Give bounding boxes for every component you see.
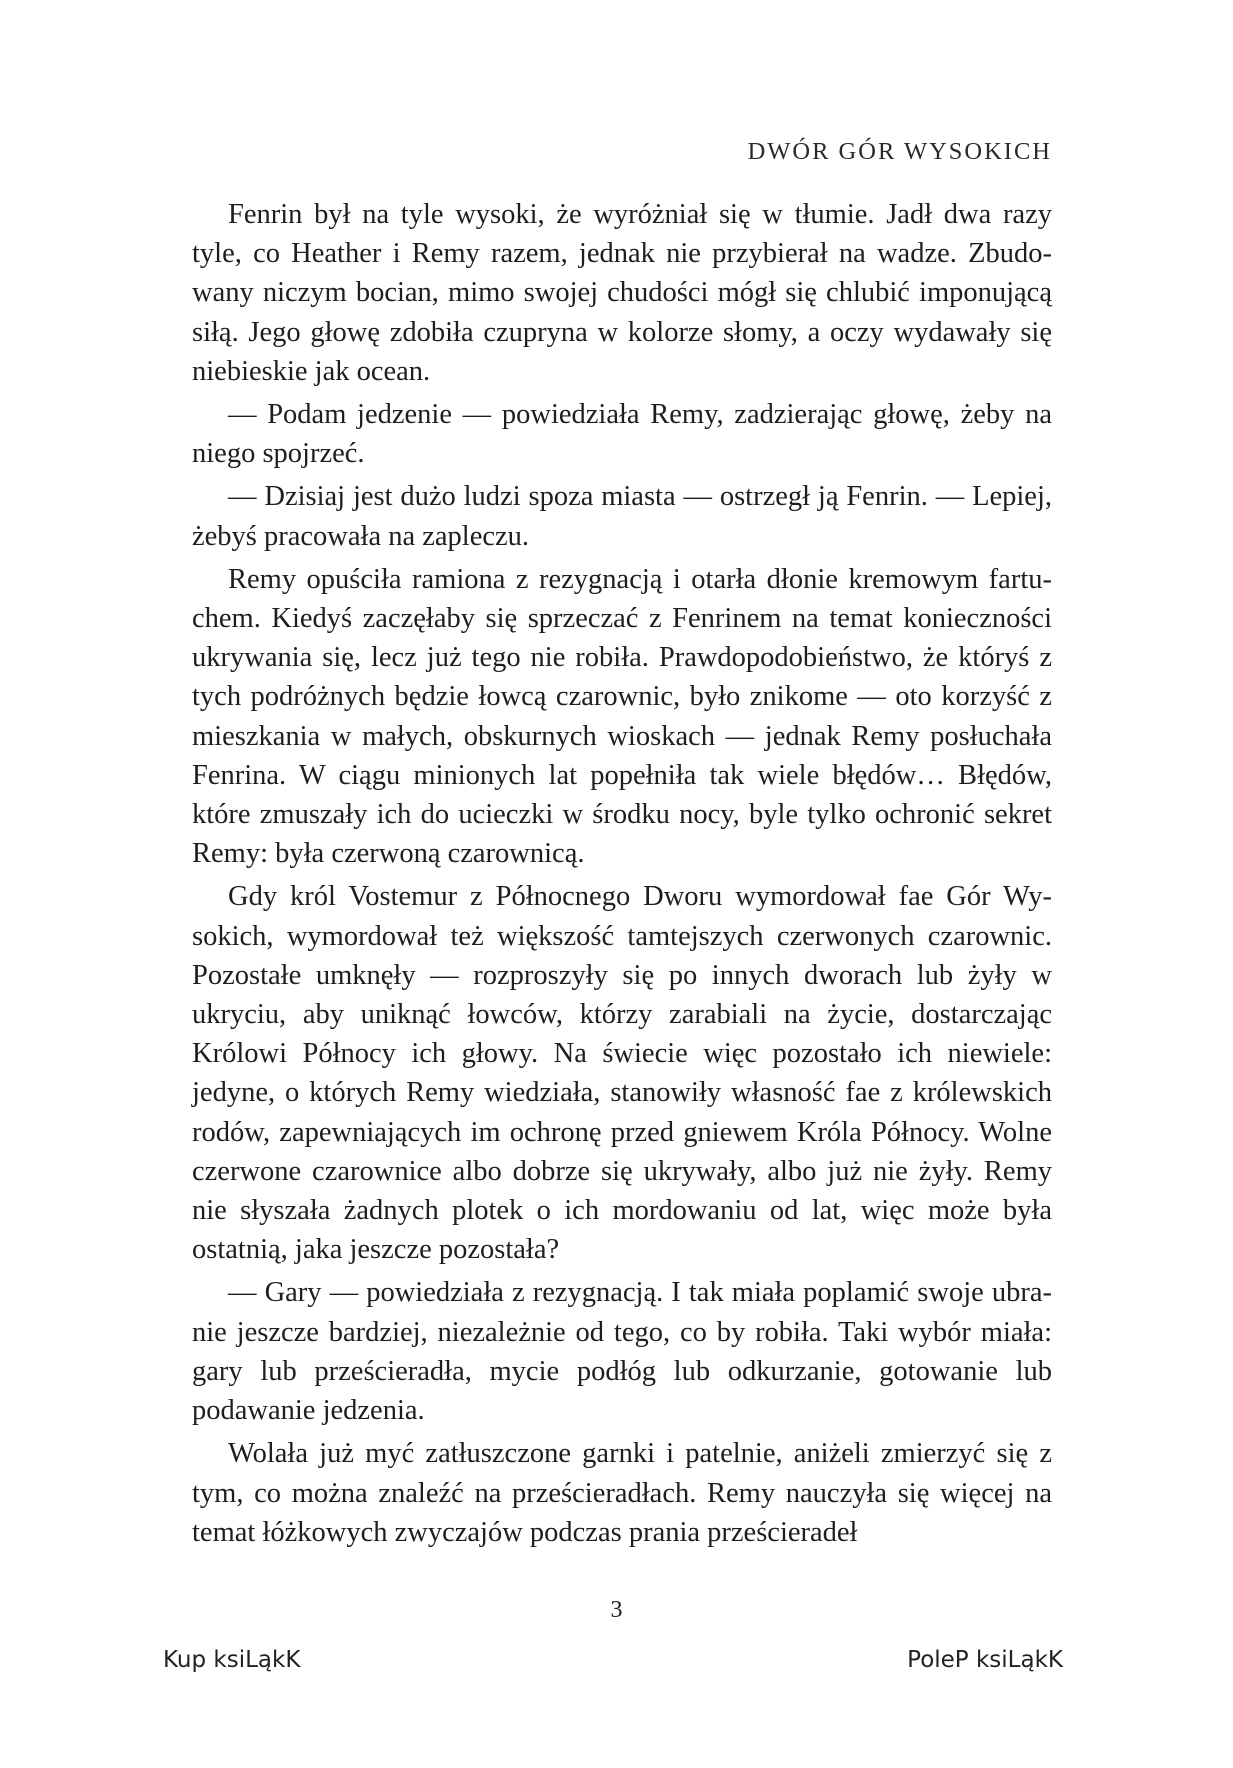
footer-buy-link[interactable]: Kup ksiLąkK <box>163 1647 301 1673</box>
paragraph: Gdy król Vostemur z Północnego Dworu wymordował fae Gór Wysokich, wymordował też większość tamtejszych czerwonych czarownic. Pozostałe umknęły — rozproszyły się po innych dworach lub żyły w ukryciu, aby uniknąć łowców, którzy zarabiali na życie, dostarczając Królowi Północy ich głowy. Na świecie więc pozostało ich niewiele: jedyne, o których Remy wiedziała, stanowiły własność fae z królewskich rodów, zapewniających im ochronę przed gniewem Króla Północy. Wolne czerwone czarownice albo dobrze się ukrywały, albo już nie żyły. Remy nie słyszała żadnych plotek o ich mordowaniu od lat, więc może była ostatnią, jaka jeszcze pozostała? <box>192 881 1052 1266</box>
paragraph: Fenrin był na tyle wysoki, że wyróżniał się w tłumie. Jadł dwa razy tyle, co Heather i Remy razem, jednak nie przybierał na wadze. Zbudowany niczym bocian, mimo swojej chudości mógł się chlubić imponującą siłą. Jego głowę zdobiła czupryna w kolorze słomy, a oczy wydawały się niebieskie jak ocean. <box>192 199 1052 387</box>
paragraph: — Dzisiaj jest dużo ludzi spoza miasta — ostrzegł ją Fenrin. — Lepiej, żebyś pracowała na zapleczu. <box>192 481 1052 552</box>
running-header: DWÓR GÓR WYSOKICH <box>747 138 1052 165</box>
page-number: 3 <box>610 1597 623 1623</box>
footer-recommend-link[interactable]: PoleP ksiLąkK <box>907 1647 1063 1673</box>
paragraph: — Podam jedzenie — powiedziała Remy, zadzierając głowę, żeby na niego spojrzeć. <box>192 399 1052 470</box>
body-text <box>192 195 1052 1556</box>
paragraph: — Gary — powiedziała z rezygnacją. I tak miała poplamić swoje ubranie jeszcze bardziej, niezależnie od tego, co by robiła. Taki wybór miała: gary lub prześcieradła, mycie podłóg lub odkurzanie, gotowanie lub podawanie jedzenia. <box>192 1277 1052 1427</box>
paragraph: Wolała już myć zatłuszczone garnki i patelnie, aniżeli zmierzyć się z tym, co można znaleźć na prześcieradłach. Remy nauczyła się więcej na temat łóżkowych zwyczajów podczas prania prześcieradeł <box>192 1438 1052 1548</box>
paragraph: Remy opuściła ramiona z rezygnacją i otarła dłonie kremowym fartuchem. Kiedyś zaczęłaby się sprzeczać z Fenrinem na temat konieczności ukrywania się, lecz już tego nie robiła. Prawdopodobieństwo, że któryś z tych podróżnych będzie łowcą czarownic, było znikome — oto korzyść z mieszkania w małych, obskurnych wioskach — jednak Remy posłuchała Fenrina. W ciągu minionych lat popełniła tak wiele błędów… Błędów, które zmuszały ich do ucieczki w środku nocy, byle tylko ochronić sekret Remy: była czerwoną czarownicą. <box>192 563 1052 870</box>
